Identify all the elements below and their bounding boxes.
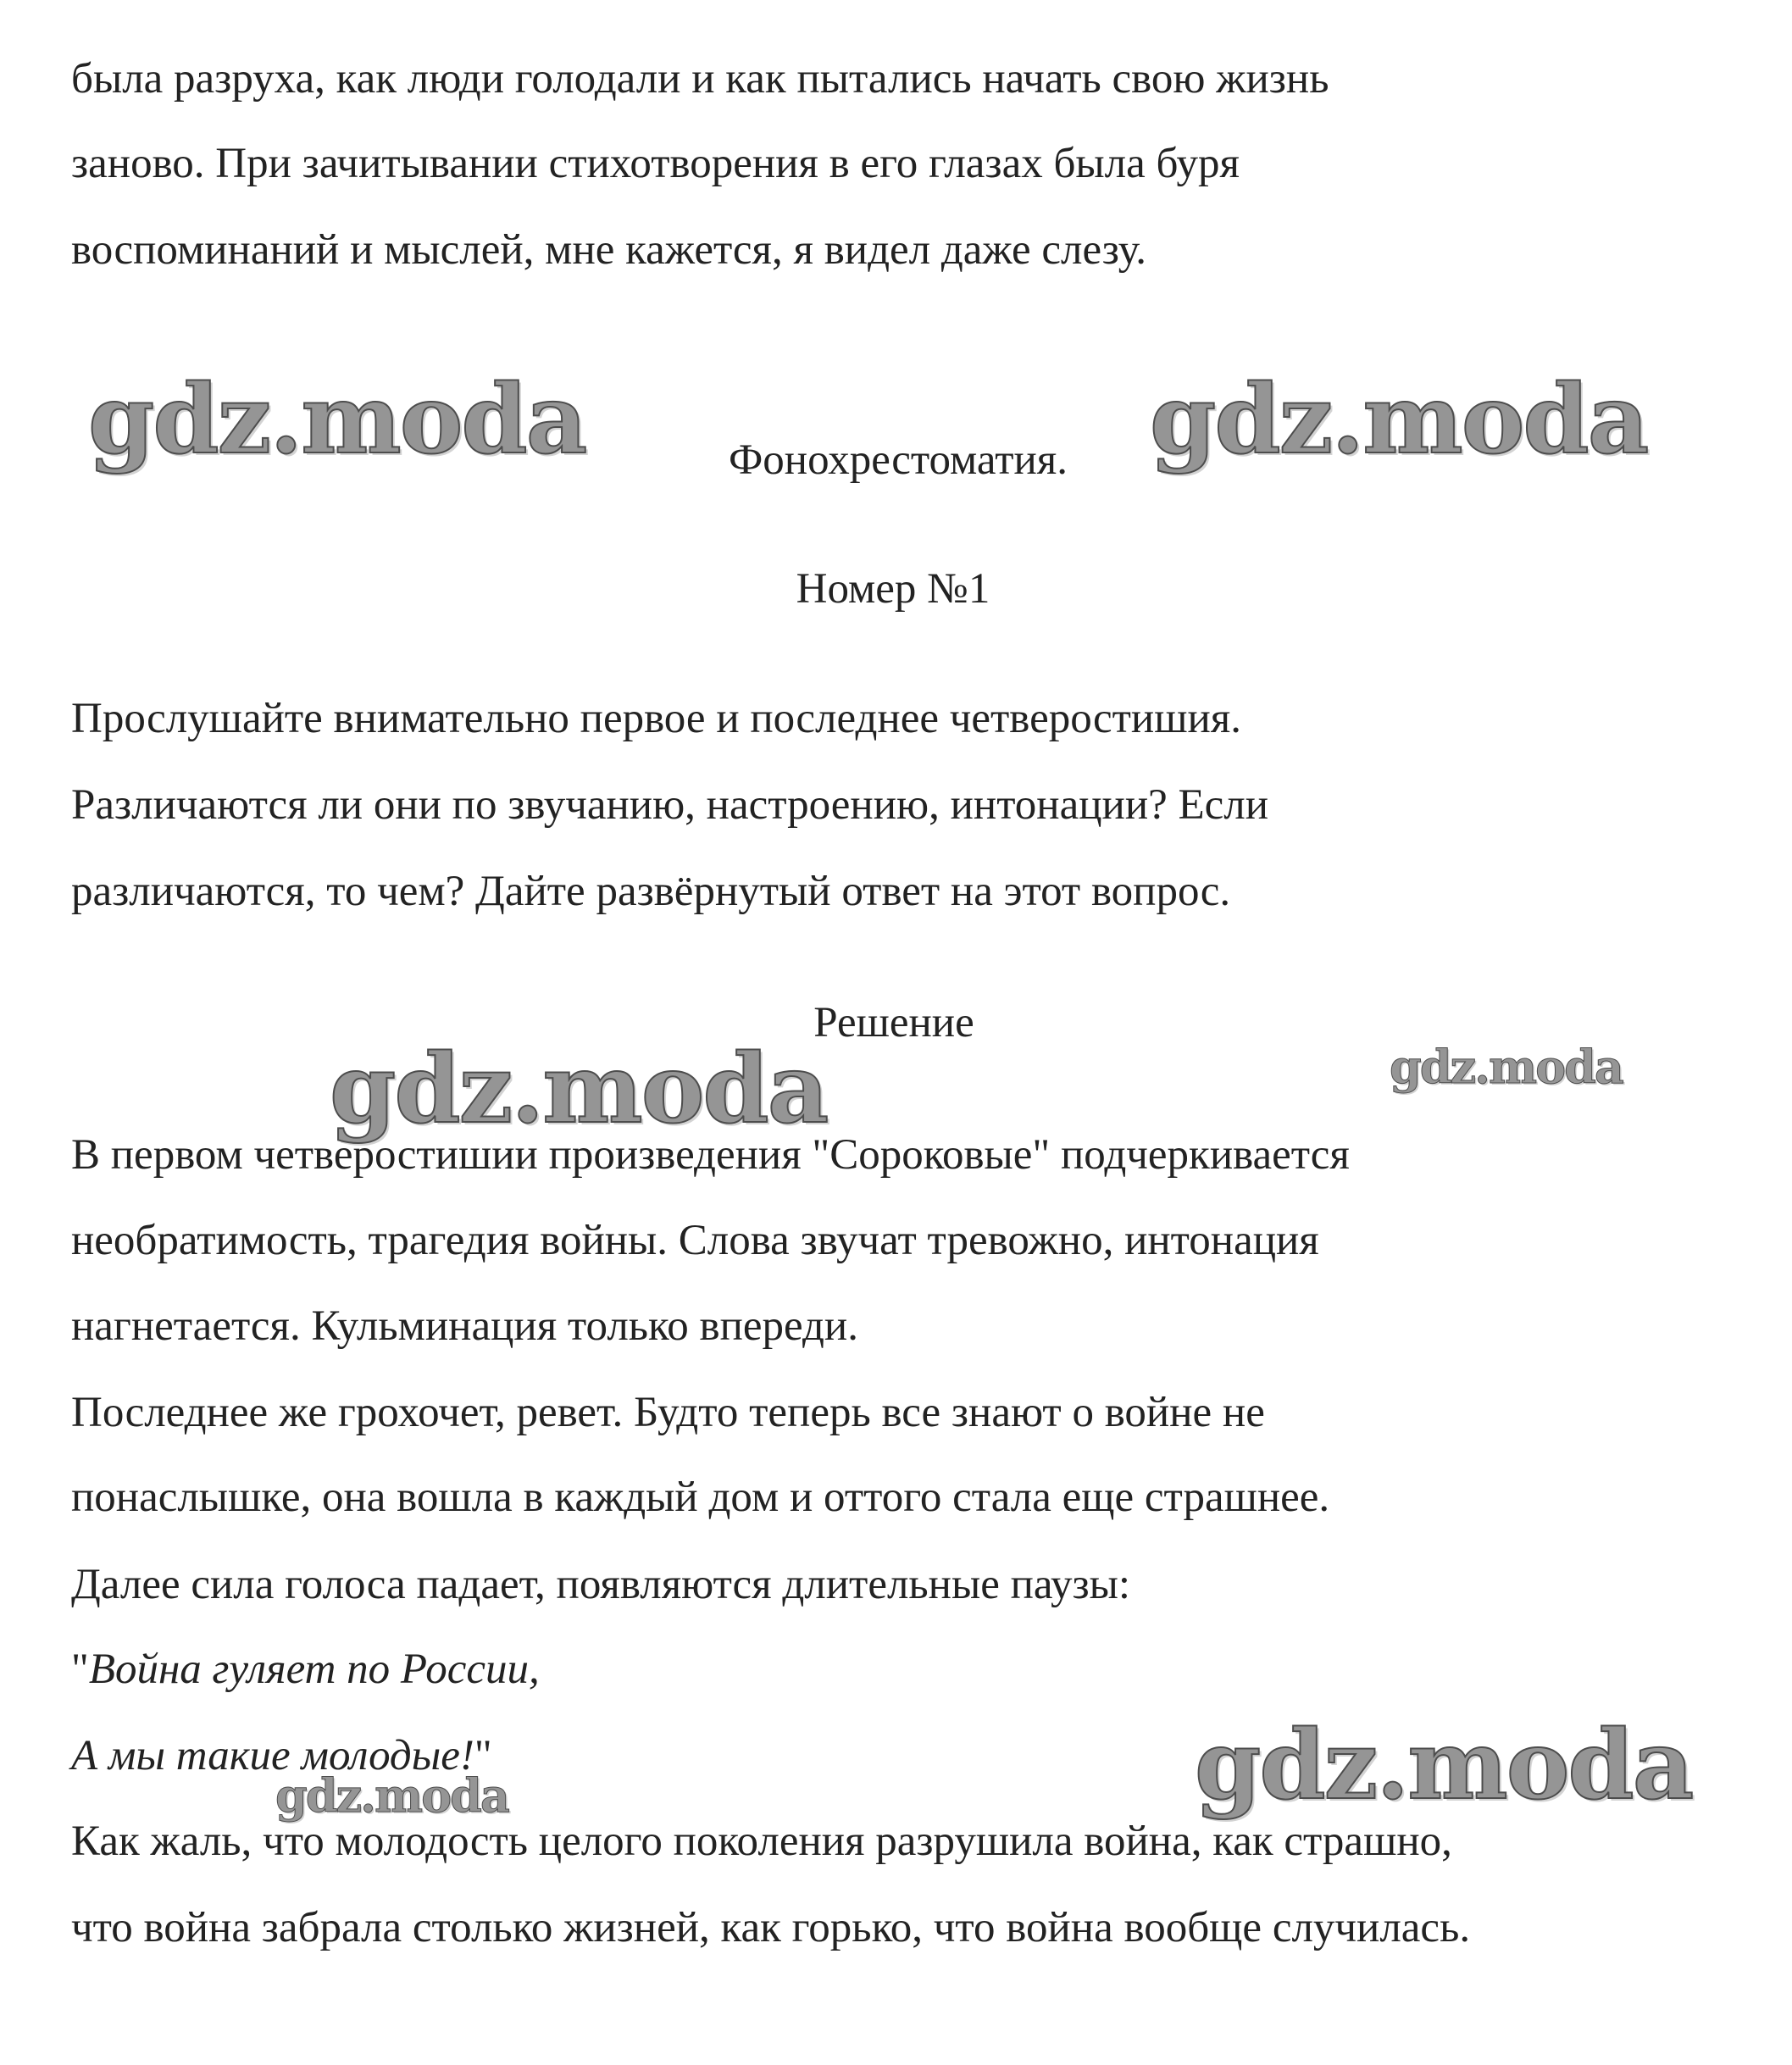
question-line-2: Различаются ли они по звучанию, настроению, интонации? Если: [71, 781, 1269, 829]
section-title: Фонохрестоматия.: [728, 436, 1068, 484]
answer-line-4: Последнее же грохочет, ревет. Будто теперь все знают о войне не: [71, 1389, 1265, 1436]
intro-line-3: воспоминаний и мыслей, мне кажется, я видел даже слезу.: [71, 226, 1146, 274]
watermark-logo: gdz.moda: [275, 1768, 508, 1823]
watermark-logo: gdz.moda: [88, 364, 586, 475]
answer-line-3: нагнетается. Кульминация только впереди.: [71, 1302, 858, 1350]
watermark-logo: gdz.moda: [1390, 1040, 1623, 1094]
task-number: Номер №1: [796, 565, 990, 613]
answer-line-2: необратимость, трагедия войны. Слова звучат тревожно, интонация: [71, 1217, 1319, 1264]
quote-open-mark: ": [71, 1646, 89, 1693]
quote-text-1: Война гуляет по России,: [88, 1646, 540, 1693]
question-line-3: различаются, то чем? Дайте развёрнутый ответ на этот вопрос.: [71, 868, 1231, 915]
answer-line-1: В первом четверостишии произведения "Сороковые" подчеркивается: [71, 1131, 1350, 1179]
closing-line-2: что война забрала столько жизней, как горько, что война вообще случилась.: [71, 1904, 1471, 1951]
watermark-logo: gdz.moda: [1150, 364, 1648, 475]
solution-heading: Решение: [813, 999, 974, 1046]
watermark-logo: gdz.moda: [1195, 1710, 1693, 1821]
quote-text-2: А мы такие молодые!: [71, 1732, 474, 1779]
intro-line-1: была разруха, как люди голодали и как пытались начать свою жизнь: [71, 55, 1329, 103]
answer-line-6: Далее сила голоса падает, появляются длительные паузы:: [71, 1561, 1131, 1608]
watermark-logo: gdz.moda: [330, 1034, 828, 1145]
quote-close-mark: ": [474, 1732, 492, 1779]
answer-line-5: понаслышке, она вошла в каждый дом и оттого стала еще страшнее.: [71, 1474, 1330, 1521]
intro-line-2: заново. При зачитывании стихотворения в его глазах была буря: [71, 140, 1240, 187]
quote-line-1: [71, 1644, 540, 1695]
closing-line-1: Как жаль, что молодость целого поколения разрушила война, как страшно,: [71, 1818, 1452, 1865]
question-line-1: Прослушайте внимательно первое и последнее четверостишия.: [71, 695, 1241, 742]
